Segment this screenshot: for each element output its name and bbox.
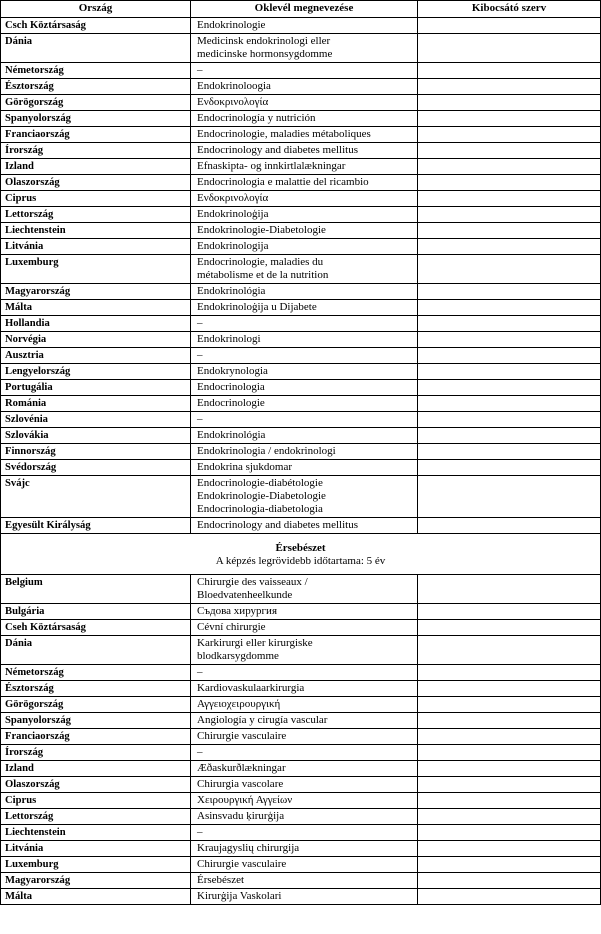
header-country: Ország xyxy=(1,1,191,18)
table-row xyxy=(1,793,601,809)
diploma-title-line: – xyxy=(197,746,203,758)
table-row xyxy=(1,620,601,636)
country-cell: Olaszország xyxy=(1,777,191,793)
diploma-title-cell xyxy=(191,111,418,127)
country-cell: Magyarország xyxy=(1,873,191,889)
diploma-title-cell xyxy=(191,444,418,460)
diploma-title-cell xyxy=(191,143,418,159)
diploma-title-cell xyxy=(191,364,418,380)
diploma-title-cell xyxy=(191,18,418,34)
section-header xyxy=(1,534,601,575)
diploma-title-line: Χειρουργική Αγγείων xyxy=(197,794,293,806)
table-row xyxy=(1,95,601,111)
diploma-title-cell xyxy=(191,175,418,191)
diploma-title-cell xyxy=(191,729,418,745)
diploma-title-cell xyxy=(191,873,418,889)
diploma-title-line: Αγγειοχειρουργική xyxy=(197,698,281,710)
diploma-title-cell xyxy=(191,604,418,620)
country-cell: Dánia xyxy=(1,34,191,63)
diploma-title-cell xyxy=(191,396,418,412)
country-cell: Portugália xyxy=(1,380,191,396)
issuing-body-cell xyxy=(418,300,601,316)
country-cell: Svájc xyxy=(1,476,191,518)
country-cell: Észtország xyxy=(1,681,191,697)
issuing-body-cell xyxy=(418,111,601,127)
issuing-body-cell xyxy=(418,713,601,729)
diploma-title-line: Chirurgia vascolare xyxy=(197,778,284,790)
table-row xyxy=(1,428,601,444)
table-row xyxy=(1,809,601,825)
country-cell: Franciaország xyxy=(1,127,191,143)
diploma-title-cell xyxy=(191,34,418,63)
country-cell: Egyesült Királyság xyxy=(1,518,191,534)
country-cell: Görögország xyxy=(1,95,191,111)
diploma-title-cell xyxy=(191,761,418,777)
country-cell: Cseh Köztársaság xyxy=(1,620,191,636)
table-row xyxy=(1,364,601,380)
table-row xyxy=(1,777,601,793)
diploma-title-line: Endokrinologie xyxy=(197,19,266,31)
country-cell: Hollandia xyxy=(1,316,191,332)
diploma-title-cell xyxy=(191,284,418,300)
country-cell: Ausztria xyxy=(1,348,191,364)
diploma-title-line: Endocrinologie-diabétologie xyxy=(197,477,323,489)
diploma-title-cell xyxy=(191,809,418,825)
diploma-title-cell xyxy=(191,681,418,697)
issuing-body-cell xyxy=(418,777,601,793)
diploma-title-cell xyxy=(191,95,418,111)
table-row xyxy=(1,681,601,697)
country-cell: Málta xyxy=(1,889,191,905)
country-cell: Liechtenstein xyxy=(1,223,191,239)
issuing-body-cell xyxy=(418,841,601,857)
country-cell: Dánia xyxy=(1,636,191,665)
issuing-body-cell xyxy=(418,95,601,111)
diploma-title-cell xyxy=(191,697,418,713)
country-cell: Ciprus xyxy=(1,793,191,809)
country-cell: Olaszország xyxy=(1,175,191,191)
table-row xyxy=(1,255,601,284)
issuing-body-cell xyxy=(418,745,601,761)
issuing-body-cell xyxy=(418,175,601,191)
issuing-body-cell xyxy=(418,239,601,255)
issuing-body-cell xyxy=(418,18,601,34)
country-cell: Észtország xyxy=(1,79,191,95)
issuing-body-cell xyxy=(418,127,601,143)
diploma-title-cell xyxy=(191,79,418,95)
diploma-title-line: Endocrinology and diabetes mellitus xyxy=(197,144,358,156)
diploma-title-cell xyxy=(191,332,418,348)
country-cell: Izland xyxy=(1,761,191,777)
table-row xyxy=(1,18,601,34)
issuing-body-cell xyxy=(418,604,601,620)
issuing-body-cell xyxy=(418,476,601,518)
diploma-title-cell xyxy=(191,255,418,284)
diploma-title-line: Endokrinologija xyxy=(197,240,269,252)
issuing-body-cell xyxy=(418,444,601,460)
table-row xyxy=(1,223,601,239)
country-cell: Csch Köztársaság xyxy=(1,18,191,34)
table-row xyxy=(1,476,601,518)
issuing-body-cell xyxy=(418,809,601,825)
table-row xyxy=(1,284,601,300)
diploma-title-cell xyxy=(191,575,418,604)
issuing-body-cell xyxy=(418,681,601,697)
issuing-body-cell xyxy=(418,761,601,777)
diploma-title-line: Medicinsk endokrinologi eller xyxy=(197,35,331,47)
country-cell: Németország xyxy=(1,63,191,79)
diploma-title-line: Asinsvadu ķirurģija xyxy=(197,810,285,822)
header-diploma-title: Oklevél megnevezése xyxy=(191,1,418,18)
table-row xyxy=(1,444,601,460)
diploma-title-line: Endocrinologia e malattie del ricambio xyxy=(197,176,369,188)
country-cell: Izland xyxy=(1,159,191,175)
diploma-title-cell xyxy=(191,745,418,761)
issuing-body-cell xyxy=(418,518,601,534)
table-row xyxy=(1,127,601,143)
header-row xyxy=(1,1,601,18)
table-row xyxy=(1,665,601,681)
diploma-title-line: Chirurgie vasculaire xyxy=(197,730,287,742)
issuing-body-cell xyxy=(418,159,601,175)
diploma-title-cell xyxy=(191,63,418,79)
diploma-title-cell xyxy=(191,127,418,143)
diploma-title-line: – xyxy=(197,413,203,425)
diploma-title-line: Endocrinologie, maladies métaboliques xyxy=(197,128,371,140)
country-cell: Lettország xyxy=(1,809,191,825)
diploma-title-line: Endocrinologia-diabetologia xyxy=(197,503,323,515)
table-row xyxy=(1,460,601,476)
table-row xyxy=(1,636,601,665)
issuing-body-cell xyxy=(418,284,601,300)
issuing-body-cell xyxy=(418,223,601,239)
issuing-body-cell xyxy=(418,79,601,95)
diploma-title-cell xyxy=(191,460,418,476)
diploma-title-line: – xyxy=(197,64,203,76)
table-row xyxy=(1,348,601,364)
diploma-title-cell xyxy=(191,300,418,316)
issuing-body-cell xyxy=(418,889,601,905)
diploma-title-line: medicinske hormonsygdomme xyxy=(197,48,333,60)
diploma-title-line: Karkirurgi eller kirurgiske xyxy=(197,637,313,649)
diploma-title-line: Endokrina sjukdomar xyxy=(197,461,293,473)
table-row xyxy=(1,697,601,713)
table-row xyxy=(1,143,601,159)
diploma-title-line: Endocrinologie, maladies du xyxy=(197,256,324,268)
endocrinology-rows xyxy=(1,18,601,534)
table-row xyxy=(1,175,601,191)
diploma-title-line: Érsebészet xyxy=(197,874,245,886)
country-cell: Norvégia xyxy=(1,332,191,348)
diploma-title-line: Endokrinológia xyxy=(197,285,266,297)
issuing-body-cell xyxy=(418,364,601,380)
country-cell: Görögország xyxy=(1,697,191,713)
issuing-body-cell xyxy=(418,636,601,665)
table-row xyxy=(1,34,601,63)
vascular-surgery-rows xyxy=(1,575,601,905)
diploma-title-cell xyxy=(191,207,418,223)
country-cell: Szlovénia xyxy=(1,412,191,428)
diploma-title-cell xyxy=(191,889,418,905)
diploma-title-cell xyxy=(191,825,418,841)
issuing-body-cell xyxy=(418,729,601,745)
issuing-body-cell xyxy=(418,63,601,79)
diploma-title-line: Kraujagyslių chirurgija xyxy=(197,842,300,854)
diploma-title-cell xyxy=(191,191,418,207)
table-row xyxy=(1,207,601,223)
issuing-body-cell xyxy=(418,207,601,223)
diploma-title-line: Kirurġija Vaskolari xyxy=(197,890,282,902)
country-cell: Spanyolország xyxy=(1,713,191,729)
diploma-title-line: Endokrinologie-Diabetologie xyxy=(197,490,326,502)
diploma-title-line: Съдова хирургия xyxy=(197,605,278,617)
country-cell: Írország xyxy=(1,143,191,159)
table-row xyxy=(1,380,601,396)
country-cell: Franciaország xyxy=(1,729,191,745)
country-cell: Spanyolország xyxy=(1,111,191,127)
diploma-title-line: Kardiovaskulaarkirurgia xyxy=(197,682,305,694)
table-row xyxy=(1,396,601,412)
table-row xyxy=(1,332,601,348)
table-row xyxy=(1,239,601,255)
section-title: Érsebészet xyxy=(275,542,326,554)
diploma-title-line: Endokrinologi xyxy=(197,333,261,345)
country-cell: Írország xyxy=(1,745,191,761)
diploma-title-line: Endokrinológia xyxy=(197,429,266,441)
table-row xyxy=(1,63,601,79)
country-cell: Litvánia xyxy=(1,239,191,255)
diploma-title-line: Bloedvatenheelkunde xyxy=(197,589,293,601)
country-cell: Belgium xyxy=(1,575,191,604)
country-cell: Luxemburg xyxy=(1,255,191,284)
diploma-title-cell xyxy=(191,476,418,518)
table-row xyxy=(1,518,601,534)
diploma-title-cell xyxy=(191,239,418,255)
issuing-body-cell xyxy=(418,428,601,444)
issuing-body-cell xyxy=(418,620,601,636)
table-row xyxy=(1,111,601,127)
diploma-title-line: Endokrinologia / endokrinologi xyxy=(197,445,336,457)
table-row xyxy=(1,191,601,207)
country-cell: Szlovákia xyxy=(1,428,191,444)
diploma-title-cell xyxy=(191,518,418,534)
issuing-body-cell xyxy=(418,143,601,159)
diploma-title-line: Angiología y cirugía vascular xyxy=(197,714,328,726)
diploma-title-cell xyxy=(191,620,418,636)
diploma-title-line: blodkarsygdomme xyxy=(197,650,279,662)
diploma-title-line: – xyxy=(197,349,203,361)
diploma-title-line: Efnaskipta- og innkirtlalækningar xyxy=(197,160,346,172)
diploma-title-line: Endocrinologia xyxy=(197,381,265,393)
diploma-title-line: Chirurgie des vaisseaux / xyxy=(197,576,308,588)
issuing-body-cell xyxy=(418,575,601,604)
issuing-body-cell xyxy=(418,793,601,809)
diploma-title-cell xyxy=(191,348,418,364)
country-cell: Magyarország xyxy=(1,284,191,300)
issuing-body-cell xyxy=(418,255,601,284)
issuing-body-cell xyxy=(418,825,601,841)
diploma-title-cell xyxy=(191,159,418,175)
diploma-title-line: Endokrinologie-Diabetologie xyxy=(197,224,326,236)
table-row xyxy=(1,575,601,604)
table-row xyxy=(1,79,601,95)
diploma-title-line: – xyxy=(197,826,203,838)
diploma-title-line: Endokrinoloġija u Dijabete xyxy=(197,301,317,313)
diploma-title-cell xyxy=(191,380,418,396)
issuing-body-cell xyxy=(418,380,601,396)
diploma-title-line: Chirurgie vasculaire xyxy=(197,858,287,870)
table-row xyxy=(1,745,601,761)
table-row xyxy=(1,604,601,620)
issuing-body-cell xyxy=(418,348,601,364)
issuing-body-cell xyxy=(418,396,601,412)
diploma-title-line: Endokrynologia xyxy=(197,365,268,377)
country-cell: Málta xyxy=(1,300,191,316)
country-cell: Németország xyxy=(1,665,191,681)
issuing-body-cell xyxy=(418,412,601,428)
diploma-title-cell xyxy=(191,665,418,681)
diploma-title-line: Æðaskurðlækningar xyxy=(197,762,286,774)
diploma-title-line: Ενδοκρινολογία xyxy=(197,192,269,204)
table-row xyxy=(1,889,601,905)
diploma-title-cell xyxy=(191,428,418,444)
diploma-title-cell xyxy=(191,777,418,793)
country-cell: Litvánia xyxy=(1,841,191,857)
issuing-body-cell xyxy=(418,460,601,476)
issuing-body-cell xyxy=(418,34,601,63)
country-cell: Finnország xyxy=(1,444,191,460)
diploma-title-line: métabolisme et de la nutrition xyxy=(197,269,329,281)
table-row xyxy=(1,873,601,889)
table-row xyxy=(1,841,601,857)
diploma-title-cell xyxy=(191,316,418,332)
issuing-body-cell xyxy=(418,332,601,348)
diploma-title-cell xyxy=(191,412,418,428)
country-cell: Svédország xyxy=(1,460,191,476)
table-row xyxy=(1,761,601,777)
table-row xyxy=(1,412,601,428)
diploma-title-line: – xyxy=(197,317,203,329)
diploma-title-line: Cévní chirurgie xyxy=(197,621,266,633)
table-row xyxy=(1,713,601,729)
table-row xyxy=(1,825,601,841)
country-cell: Románia xyxy=(1,396,191,412)
issuing-body-cell xyxy=(418,191,601,207)
country-cell: Bulgária xyxy=(1,604,191,620)
country-cell: Liechtenstein xyxy=(1,825,191,841)
diploma-title-line: Endokrinoloģija xyxy=(197,208,269,220)
diploma-title-line: – xyxy=(197,666,203,678)
issuing-body-cell xyxy=(418,697,601,713)
diploma-title-line: Endocrinologie xyxy=(197,397,265,409)
diploma-title-line: Endocrinología y nutrición xyxy=(197,112,316,124)
issuing-body-cell xyxy=(418,316,601,332)
section-row xyxy=(1,534,601,575)
diploma-title-cell xyxy=(191,636,418,665)
table-row xyxy=(1,159,601,175)
table-row xyxy=(1,729,601,745)
diploma-title-cell xyxy=(191,841,418,857)
table-row xyxy=(1,857,601,873)
issuing-body-cell xyxy=(418,665,601,681)
issuing-body-cell xyxy=(418,857,601,873)
diploma-title-line: Ενδοκρινολογία xyxy=(197,96,269,108)
section-subtitle: A képzés legrövidebb időtartama: 5 év xyxy=(215,555,386,567)
diploma-title-cell xyxy=(191,223,418,239)
diploma-title-cell xyxy=(191,857,418,873)
header-issuing-body: Kibocsátó szerv xyxy=(418,1,601,18)
country-cell: Ciprus xyxy=(1,191,191,207)
diploma-title-cell xyxy=(191,713,418,729)
table-row xyxy=(1,300,601,316)
issuing-body-cell xyxy=(418,873,601,889)
country-cell: Lettország xyxy=(1,207,191,223)
diploma-title-line: Endokrinoloogia xyxy=(197,80,271,92)
diploma-title-cell xyxy=(191,793,418,809)
country-cell: Luxemburg xyxy=(1,857,191,873)
country-cell: Lengyelország xyxy=(1,364,191,380)
table-row xyxy=(1,316,601,332)
section-cell xyxy=(1,534,601,575)
diploma-title-line: Endocrinology and diabetes mellitus xyxy=(197,519,358,531)
